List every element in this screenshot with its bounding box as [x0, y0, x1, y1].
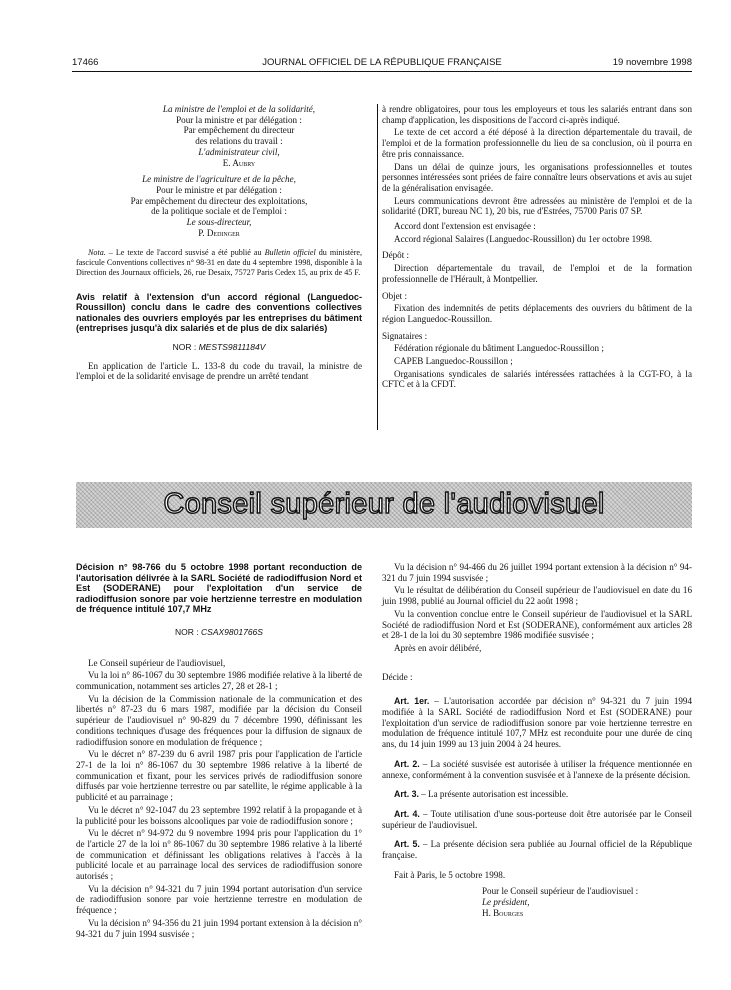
page-header	[72, 57, 692, 71]
bottom-right-column	[382, 562, 692, 919]
avis-title: Avis relatif à l'extension d'un accord régional (Languedoc-Roussillon) conclu dans le cadre des conventions collectives nationales des ouvriers employés par les entreprises du bâtiment (entreprises jusqu'à dix salariés et de plus de dix salariés)	[76, 291, 362, 334]
visa-paragraph: Vu la décision n° 94-356 du 21 juin 1994 portant extension à la décision n° 94-321 du 7 juin 1994 susvisée ;	[76, 917, 362, 939]
journal-title: JOURNAL OFFICIEL DE LA RÉPUBLIQUE FRANÇAISE	[262, 57, 502, 68]
top-left-column	[76, 104, 362, 384]
issue-date: 19 novembre 1998	[612, 57, 692, 68]
article-4: Art. 4. – Toute utilisation d'une sous-porteuse doit être autorisée par le Conseil supérieur de l'audiovisuel.	[382, 808, 692, 830]
header-rule	[72, 71, 692, 72]
signature-block-emploi: La ministre de l'emploi et de la solidarité, Pour la ministre et par délégation : Par empêchement du directeur des relations du travail : L'administrateur civil, E. Aubry	[162, 104, 316, 168]
accord-label: Accord dont l'extension est envisagée :	[394, 221, 536, 232]
nota-paragraph: Nota. – Le texte de l'accord susvisé a été publié au Bulletin officiel du ministère, fascicule Conventions collectives n° 98-31 en date du 4 septembre 1998, disponible à la Direction des Journaux officiels, 26, rue Desaix, 75727 Paris Cedex 15, au prix de 45 F.	[76, 248, 363, 277]
objet-text: Fixation des indemnités de petits déplacements des ouvriers du bâtiment de la région Languedoc-Roussillon.	[382, 303, 692, 324]
column-divider	[377, 104, 378, 430]
signataires-label: Signataires :	[382, 330, 428, 341]
objet-label: Objet :	[382, 290, 408, 301]
president-signature: Pour le Conseil supérieur de l'audiovisuel : Le président, H. Bourges	[482, 886, 639, 918]
visa-paragraph: Vu le résultat de délibération du Conseil supérieur de l'audiovisuel en date du 16 juin 1998, publié au Journal officiel du 22 août 1998 ;	[382, 585, 692, 607]
bottom-left-column	[76, 562, 362, 941]
visa-paragraph: Vu le décret n° 87-239 du 6 avril 1987 pris pour l'application de l'article 27-1 de la loi n° 86-1067 du 30 septembre 1986 relative à la liberté de communication et fixant, pour les services privés de radiodiffusion sonore diffusés par voie hertzienne terrestre ou par satellite, le régime applicable à la publicité et au parrainage ;	[76, 749, 362, 803]
depot-text: Direction départementale du travail, de l'emploi et de la formation professionnelle de l'Hérault, à Montpellier.	[382, 263, 692, 284]
section-banner	[76, 482, 692, 528]
signataire-item: Fédération régionale du bâtiment Languedoc-Roussillon ;	[394, 343, 604, 354]
decide-heading: Décide :	[382, 671, 413, 682]
done-at: Fait à Paris, le 5 octobre 1998.	[394, 869, 506, 880]
decision-nor: NOR : CSAX9801766S	[175, 626, 263, 637]
visa-paragraph: Vu la décision de la Commission nationale de la communication et des libertés n° 87-23 du 6 mars 1987, modifiée par la décision du Conseil supérieur de l'audiovisuel n° 90-829 du 7 décembre 1990, définissant les conditions techniques d'usage des fréquences pour la diffusion de signaux de radiodiffusion sonore en modulation de fréquence ;	[76, 693, 362, 747]
depot-label: Dépôt :	[382, 250, 410, 261]
top-right-column: à rendre obligatoires, pour tous les employeurs et tous les salariés entrant dans son champ d'application, les dispositions de l'accord ci-après indiqué. Le texte de cet accord a été déposé à la direction départementale du travail, de l'emploi et de la formation professionnelle du lieu de sa conclusion, où il pourra en être pris connaissance. Dans un délai de quinze jours, les organisations professionnelles et toutes personnes intéressées sont priées de faire connaître leurs observations et avis au sujet de la généralisation envisagée. Leurs communications devront être adressées au ministère de l'emploi et de la solidarité (DRT, bureau NC 1), 20 bis, rue d'Estrées, 75700 Paris 07 SP. Accord dont l'extension est envisagée : Accord régional Salaires (Languedoc-Roussillon) du 1er octobre 1998. Dépôt : Direction départementale du travail, de l'emploi et de la formation professionnelle de l'Hérault, à Montpellier. Objet : Fixation des indemnités de petits déplacements des ouvriers du bâtiment de la région Languedoc-Roussillon. Signataires : Fédération régionale du bâtiment Languedoc-Roussillon ; CAPEB Languedoc-Roussillon ; Organisations syndicales de salariés intéressées rattachées à la CGT-FO, à la CFTC et à la CFDT.	[382, 104, 692, 390]
visa-paragraph: Vu la loi n° 86-1067 du 30 septembre 1986 modifiée relative à la liberté de communication, notamment ses articles 27, 28 et 28-1 ;	[76, 670, 362, 692]
signataire-item: Organisations syndicales de salariés intéressées rattachées à la CGT-FO, à la CFTC et à la CFDT.	[382, 368, 692, 390]
avis-intro: En application de l'article L. 133-8 du code du travail, la ministre de l'emploi et de la solidarité envisage de prendre un arrêté tendant	[76, 360, 362, 382]
article-2: Art. 2. – La société susvisée est autorisée à utiliser la fréquence mentionnée en annexe, conformément à la convention susvisée et à l'annexe de la présente décision.	[382, 758, 692, 780]
avis-nor: NOR : MESTS9811184V	[172, 341, 266, 352]
visa-paragraph: Vu la décision n° 94-321 du 7 juin 1994 portant autorisation d'un service de radiodiffusion sonore par voie hertzienne terrestre en modulation de fréquence ;	[76, 883, 362, 916]
visa-paragraph: Le Conseil supérieur de l'audiovisuel,	[88, 657, 226, 668]
decision-title: Décision n° 98-766 du 5 octobre 1998 portant reconduction de l'autorisation délivrée à la SARL Société de radiodiffusion Nord et Est (SODERANE) pour l'exploitation d'un service de radiodiffusion sonore par voie hertzienne terrestre en modulation de fréquence intitulé 107,7 MHz	[76, 562, 362, 615]
section-banner-title: Conseil supérieur de l'audiovisuel	[163, 488, 605, 520]
article-3: Art. 3. – La présente autorisation est incessible.	[394, 789, 569, 800]
accord-text: Accord régional Salaires (Languedoc-Roussillon) du 1er octobre 1998.	[394, 233, 653, 244]
visa-paragraph: Vu la décision n° 94-466 du 26 juillet 1994 portant extension à la décision n° 94-321 du 7 juin 1994 susvisée ;	[382, 562, 692, 583]
signature-block-agriculture: Le ministre de l'agriculture et de la pêche, Pour le ministre et par délégation : Par empêchement du directeur des exploitations, de la politique sociale et de l'emploi : Le sous-directeur, P. Dedinger	[130, 174, 308, 238]
visa-paragraph: Vu le décret n° 94-972 du 9 novembre 1994 pris pour l'application du 1° de l'article 27 de la loi n° 86-1067 du 30 septembre 1986 relative à la liberté de communication et définissant les obligations relatives à l'accès à la publicité locale et au parrainage local des services de radiodiffusion sonore autorisés ;	[76, 828, 362, 882]
visa-paragraph: Après en avoir délibéré,	[394, 642, 482, 653]
article-5: Art. 5. – La présente décision sera publiée au Journal officiel de la République française.	[382, 839, 692, 861]
signataire-item: CAPEB Languedoc-Roussillon ;	[394, 356, 513, 367]
visa-paragraph: Vu le décret n° 92-1047 du 23 septembre 1992 relatif à la propagande et à la publicité pour les boissons alcooliques par voie de radiodiffusion sonore ;	[76, 804, 362, 826]
article-1: Art. 1er. – L'autorisation accordée par décision n° 94-321 du 7 juin 1994 modifiée à la SARL Société de radiodiffusion Nord et Est (SODERANE) pour l'exploitation d'un service de radiodiffusion sonore par voie hertzienne terrestre en modulation de fréquence intitulé 107,7 MHz est reconduite pour une durée de cinq ans, du 14 juin 1999 au 13 juin 2004 à 24 heures.	[382, 696, 693, 750]
page-number: 17466	[72, 57, 99, 68]
visa-paragraph: Vu la convention conclue entre le Conseil supérieur de l'audiovisuel et la SARL Société de radiodiffusion Nord et Est (SODERANE), conformément aux articles 28 et 28-1 de la loi du 30 septembre 1986 modifiée susvisée ;	[382, 608, 692, 641]
